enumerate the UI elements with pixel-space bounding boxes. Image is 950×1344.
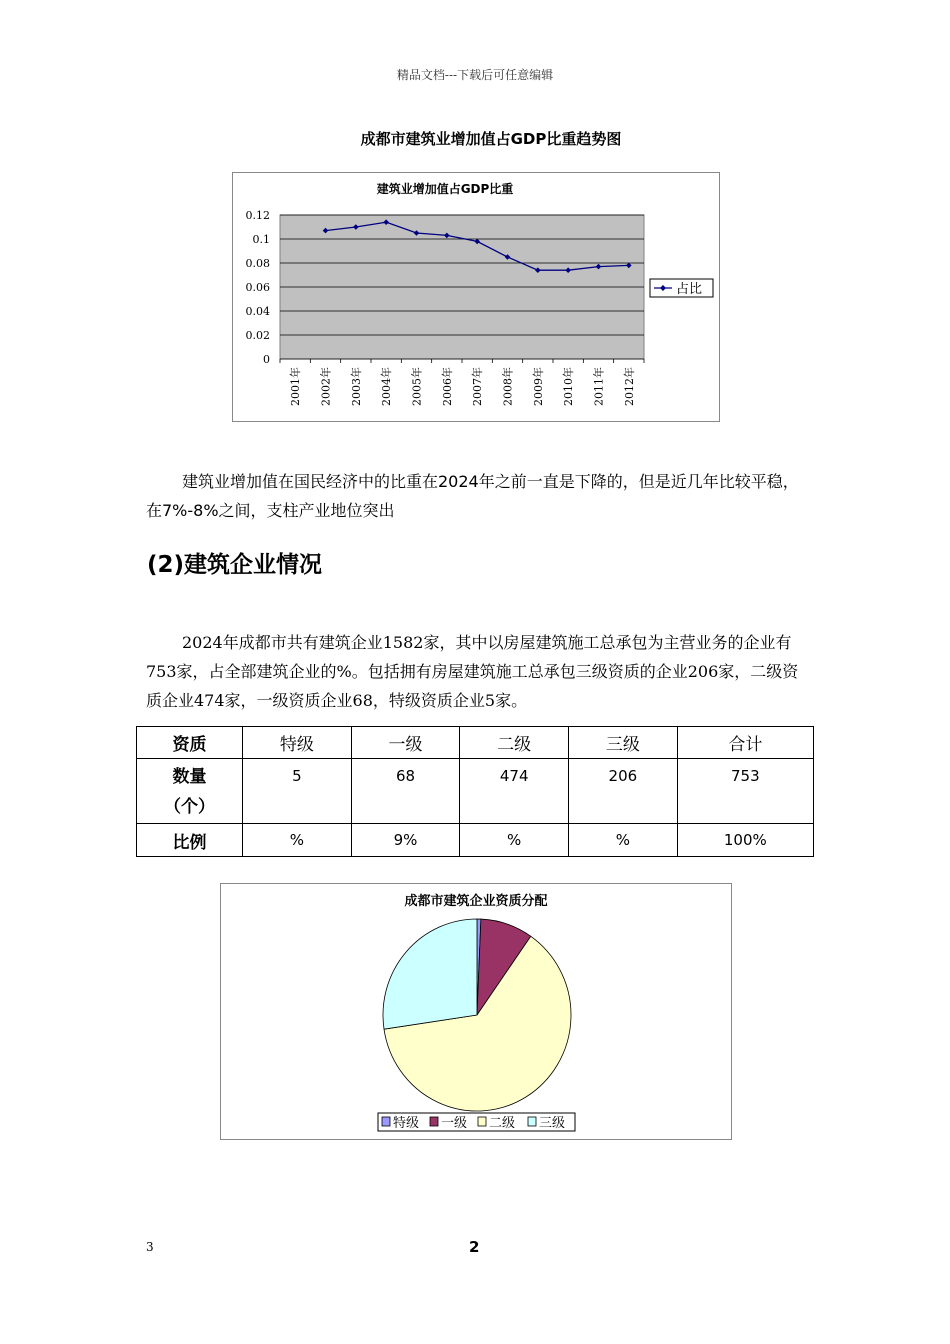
line-chart [232, 172, 720, 422]
count-label-line2: （个） [164, 797, 215, 817]
x-tick-label: 2010年 [562, 367, 576, 406]
legend-label: 二级 [489, 1116, 516, 1131]
x-tick-label: 2011年 [592, 367, 606, 406]
table-header-cell: 三级 [569, 727, 678, 759]
paragraph-2 [146, 628, 810, 715]
y-tick-label: 0.08 [245, 257, 270, 270]
x-tick-label: 2012年 [622, 367, 636, 406]
legend-swatch [430, 1117, 438, 1126]
legend-swatch [382, 1117, 390, 1126]
y-tick-label: 0.02 [245, 329, 270, 342]
x-tick-label: 2005年 [410, 367, 424, 406]
table-cell: 474 [460, 759, 569, 824]
x-tick-label: 2001年 [289, 367, 303, 406]
x-tick-label: 2006年 [440, 367, 454, 406]
legend-swatch [528, 1117, 536, 1126]
y-tick-label: 0 [263, 353, 270, 366]
legend-swatch [478, 1117, 486, 1126]
header-note: 精品文档---下载后可任意编辑 [396, 68, 554, 82]
table-cell: 100% [677, 824, 813, 857]
qualification-table [136, 726, 814, 857]
table-cell: 68 [351, 759, 460, 824]
table-header-cell: 一级 [351, 727, 460, 759]
legend-label: 一级 [441, 1116, 468, 1131]
count-label-line1: 数量 [172, 767, 207, 787]
y-tick-label: 0.1 [252, 233, 270, 246]
table-header-cell: 二级 [460, 727, 569, 759]
legend-label: 三级 [539, 1116, 566, 1131]
pie-slice [383, 919, 477, 1029]
count-row-label [137, 759, 243, 824]
page-number: 2 [469, 1238, 480, 1256]
table-cell: 9% [351, 824, 460, 857]
table-cell: % [243, 824, 352, 857]
table-cell: % [569, 824, 678, 857]
x-tick-label: 2009年 [531, 367, 545, 406]
x-tick-label: 2007年 [471, 367, 485, 406]
line-chart-svg [233, 173, 719, 421]
table-header-row [137, 727, 814, 759]
table-cell: % [460, 824, 569, 857]
y-tick-label: 0.06 [245, 281, 270, 294]
legend-series-label: 占比 [676, 282, 703, 297]
page-left-number: 3 [146, 1240, 154, 1254]
x-tick-label: 2004年 [380, 367, 394, 406]
x-tick-label: 2003年 [349, 367, 363, 406]
ratio-row-label: 比例 [137, 824, 243, 857]
x-tick-label: 2008年 [501, 367, 515, 406]
table-row-ratio [137, 824, 814, 857]
pie-chart [220, 883, 732, 1140]
y-tick-label: 0.12 [245, 209, 270, 222]
pie-chart-title: 成都市建筑企业资质分配 [404, 894, 548, 909]
table-header-cell: 特级 [243, 727, 352, 759]
table-cell: 753 [677, 759, 813, 824]
pie-chart-svg [221, 884, 731, 1139]
y-tick-label: 0.04 [245, 305, 270, 318]
table-row-count [137, 759, 814, 824]
paragraph-1-text: 建筑业增加值在国民经济中的比重在2024年之前一直是下降的，但是近几年比较平稳，在7%-8%之间，支柱产业地位突出 [146, 472, 799, 520]
table-cell: 5 [243, 759, 352, 824]
paragraph-2-text: 2024年成都市共有建筑企业1582家，其中以房屋建筑施工总承包为主营业务的企业有753家，占全部建筑企业的%。包括拥有房屋建筑施工总承包三级资质的企业206家，二级资质企业474家，一级资质企业68，特级资质企业5家。 [146, 633, 799, 710]
table-header-cell: 合计 [677, 727, 813, 759]
chart-title: 建筑业增加值占GDP比重 [376, 182, 514, 196]
legend-label: 特级 [393, 1116, 420, 1131]
table-header-cell: 资质 [137, 727, 243, 759]
section-heading: (2)建筑企业情况 [147, 552, 323, 578]
x-tick-label: 2002年 [319, 367, 333, 406]
table-cell: 206 [569, 759, 678, 824]
figure-title: 成都市建筑业增加值占GDP比重趋势图 [360, 130, 622, 148]
paragraph-1 [146, 467, 810, 525]
